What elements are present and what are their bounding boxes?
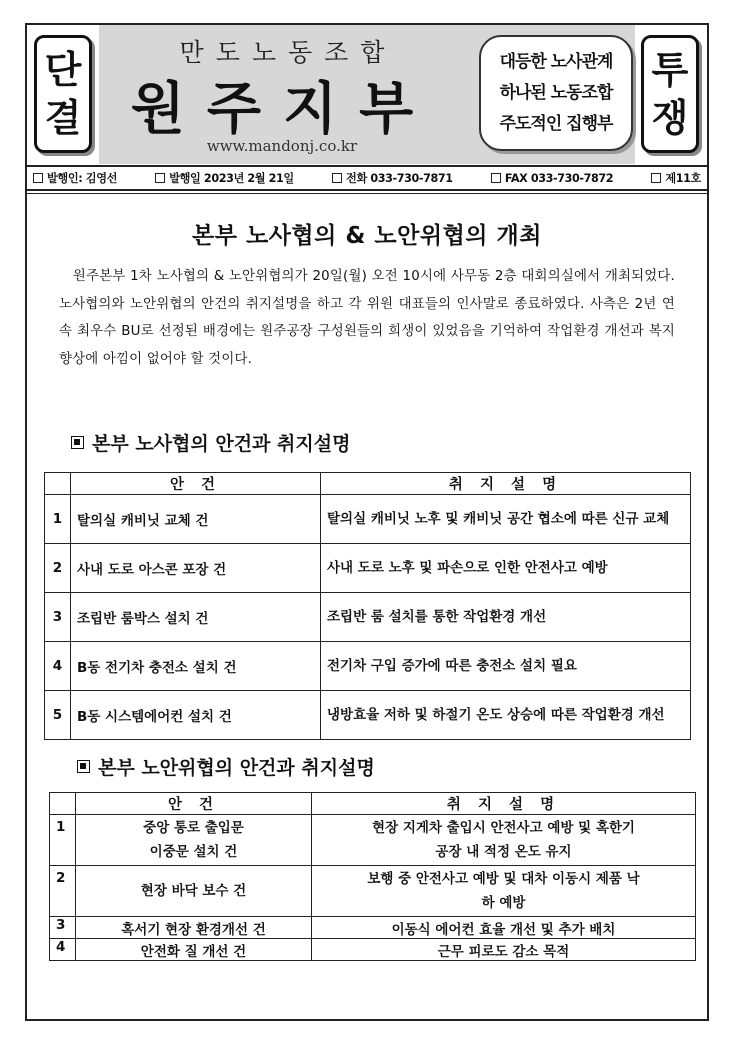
agenda-purpose: 탈의실 캐비닛 노후 및 캐비닛 공간 협소에 따른 신규 교체 bbox=[321, 495, 691, 544]
row-number: 4 bbox=[50, 939, 76, 961]
header-item: 안 건 bbox=[71, 473, 321, 495]
issue-text: 제11호 bbox=[665, 172, 701, 185]
info-publisher bbox=[33, 170, 117, 186]
table-row bbox=[50, 815, 696, 866]
agenda-item: B동 시스템에어컨 설치 건 bbox=[71, 691, 321, 740]
table-row bbox=[45, 495, 691, 544]
agenda-item: 현장 바닥 보수 건 bbox=[76, 866, 312, 917]
agenda-item: B동 전기차 충전소 설치 건 bbox=[71, 642, 321, 691]
union-name: 만도노동조합 bbox=[179, 38, 397, 67]
square-bullet-icon bbox=[71, 436, 84, 449]
purpose-line: 보행 중 안전사고 예방 및 대차 이동시 제품 낙 bbox=[367, 871, 640, 887]
row-number: 4 bbox=[45, 642, 71, 691]
header-purpose: 취 지 설 명 bbox=[312, 793, 696, 815]
slogan-box bbox=[479, 35, 633, 151]
fax-text: FAX 033-730-7872 bbox=[504, 171, 614, 185]
purpose-line: 공장 내 적정 온도 유지 bbox=[435, 844, 572, 860]
table-row bbox=[45, 593, 691, 642]
info-fax bbox=[491, 172, 613, 185]
row-number: 3 bbox=[45, 593, 71, 642]
masthead bbox=[27, 25, 707, 165]
table-header-row bbox=[50, 793, 696, 815]
row-number: 3 bbox=[50, 917, 76, 939]
agenda-purpose: 이동식 에어컨 효율 개선 및 추가 배치 bbox=[312, 917, 696, 939]
labor-management-agenda-table bbox=[44, 472, 691, 740]
publication-info-bar bbox=[27, 165, 707, 191]
slogan-line: 대등한 노사관계 bbox=[499, 51, 613, 72]
header-item: 안 건 bbox=[76, 793, 312, 815]
agenda-purpose: 사내 도로 노후 및 파손으로 인한 안전사고 예방 bbox=[321, 544, 691, 593]
purpose-line: 현장 지게차 출입시 안전사고 예방 및 혹한기 bbox=[372, 820, 635, 836]
header-purpose: 취 지 설 명 bbox=[321, 473, 691, 495]
badge-char: 쟁 bbox=[651, 96, 689, 140]
row-number: 2 bbox=[50, 866, 76, 917]
square-bullet-icon bbox=[77, 760, 90, 773]
badge-char: 투 bbox=[651, 48, 689, 92]
table-header-row bbox=[45, 473, 691, 495]
table-row bbox=[50, 866, 696, 917]
agenda-item: 탈의실 캐비닛 교체 건 bbox=[71, 495, 321, 544]
row-number: 5 bbox=[45, 691, 71, 740]
checkbox-icon bbox=[155, 173, 165, 183]
checkbox-icon bbox=[33, 173, 43, 183]
section-heading-safety bbox=[77, 753, 375, 780]
checkbox-icon bbox=[332, 173, 342, 183]
purpose-line: 하 예방 bbox=[481, 895, 526, 911]
section-heading-text: 본부 노사협의 안건과 취지설명 bbox=[92, 433, 351, 455]
badge-char: 단 bbox=[44, 48, 82, 92]
slogan-line: 주도적인 집행부 bbox=[499, 113, 613, 134]
unity-badge bbox=[34, 35, 92, 153]
website-link[interactable]: www.mandonj.co.kr bbox=[206, 137, 358, 155]
checkbox-icon bbox=[491, 173, 501, 183]
safety-agenda-table bbox=[49, 792, 696, 961]
branch-name: 원주지부 bbox=[130, 77, 436, 142]
phone-text: 전화 033-730-7871 bbox=[346, 172, 453, 185]
agenda-item: 사내 도로 아스콘 포장 건 bbox=[71, 544, 321, 593]
struggle-badge bbox=[641, 35, 699, 153]
article-body bbox=[59, 263, 675, 373]
agenda-purpose bbox=[312, 866, 696, 917]
agenda-item: 안전화 질 개선 건 bbox=[76, 939, 312, 961]
row-number: 1 bbox=[45, 495, 71, 544]
publisher-text: 발행인: 김영선 bbox=[47, 172, 118, 185]
table-row bbox=[45, 691, 691, 740]
newsletter-frame bbox=[25, 23, 709, 1021]
article-title: 본부 노사협의 & 노안위협의 개최 bbox=[192, 223, 542, 249]
checkbox-icon bbox=[651, 173, 661, 183]
info-issue bbox=[651, 170, 701, 186]
divider bbox=[27, 193, 707, 194]
row-number: 2 bbox=[45, 544, 71, 593]
table-row bbox=[45, 642, 691, 691]
section-heading-labor-management bbox=[71, 429, 350, 456]
agenda-item bbox=[76, 815, 312, 866]
row-number: 1 bbox=[50, 815, 76, 866]
agenda-purpose: 전기차 구입 증가에 따른 충전소 설치 필요 bbox=[321, 642, 691, 691]
header-no bbox=[50, 793, 76, 815]
date-text: 발행일 2023년 2월 21일 bbox=[169, 172, 294, 185]
info-date bbox=[155, 170, 294, 186]
article-body-text: 원주본부 1차 노사협의 & 노안위협의가 20일(월) 오전 10시에 사무동 2층 대회의실에서 개최되었다. 노사협의와 노안위협의 안건의 취지설명을 하고 각 위원 대표들의 인사말로 종료하였다. 사측은 2년 연속 최우수 BU로 선정된 배경에는 원주공장 구성원들의 희생이 있었음을 기억하여 작업환경 개선과 복지 향상에 아낌이 없어야 할 것이다. bbox=[59, 269, 676, 367]
agenda-purpose: 근무 피로도 감소 목적 bbox=[312, 939, 696, 961]
section-heading-text: 본부 노안위협의 안건과 취지설명 bbox=[98, 757, 375, 779]
item-line: 이중문 설치 건 bbox=[149, 844, 238, 860]
agenda-item: 혹서기 현장 환경개선 건 bbox=[76, 917, 312, 939]
table-row bbox=[50, 939, 696, 961]
header-no bbox=[45, 473, 71, 495]
agenda-purpose: 조립반 룸 설치를 통한 작업환경 개선 bbox=[321, 593, 691, 642]
slogan-line: 하나된 노동조합 bbox=[499, 82, 613, 103]
agenda-purpose: 냉방효율 저하 및 하절기 온도 상승에 따른 작업환경 개선 bbox=[321, 691, 691, 740]
table-row bbox=[45, 544, 691, 593]
item-line: 중앙 통로 출입문 bbox=[143, 820, 244, 836]
table-row bbox=[50, 917, 696, 939]
agenda-item: 조립반 룸박스 설치 건 bbox=[71, 593, 321, 642]
badge-char: 결 bbox=[44, 96, 82, 140]
info-phone bbox=[332, 170, 453, 186]
agenda-purpose bbox=[312, 815, 696, 866]
